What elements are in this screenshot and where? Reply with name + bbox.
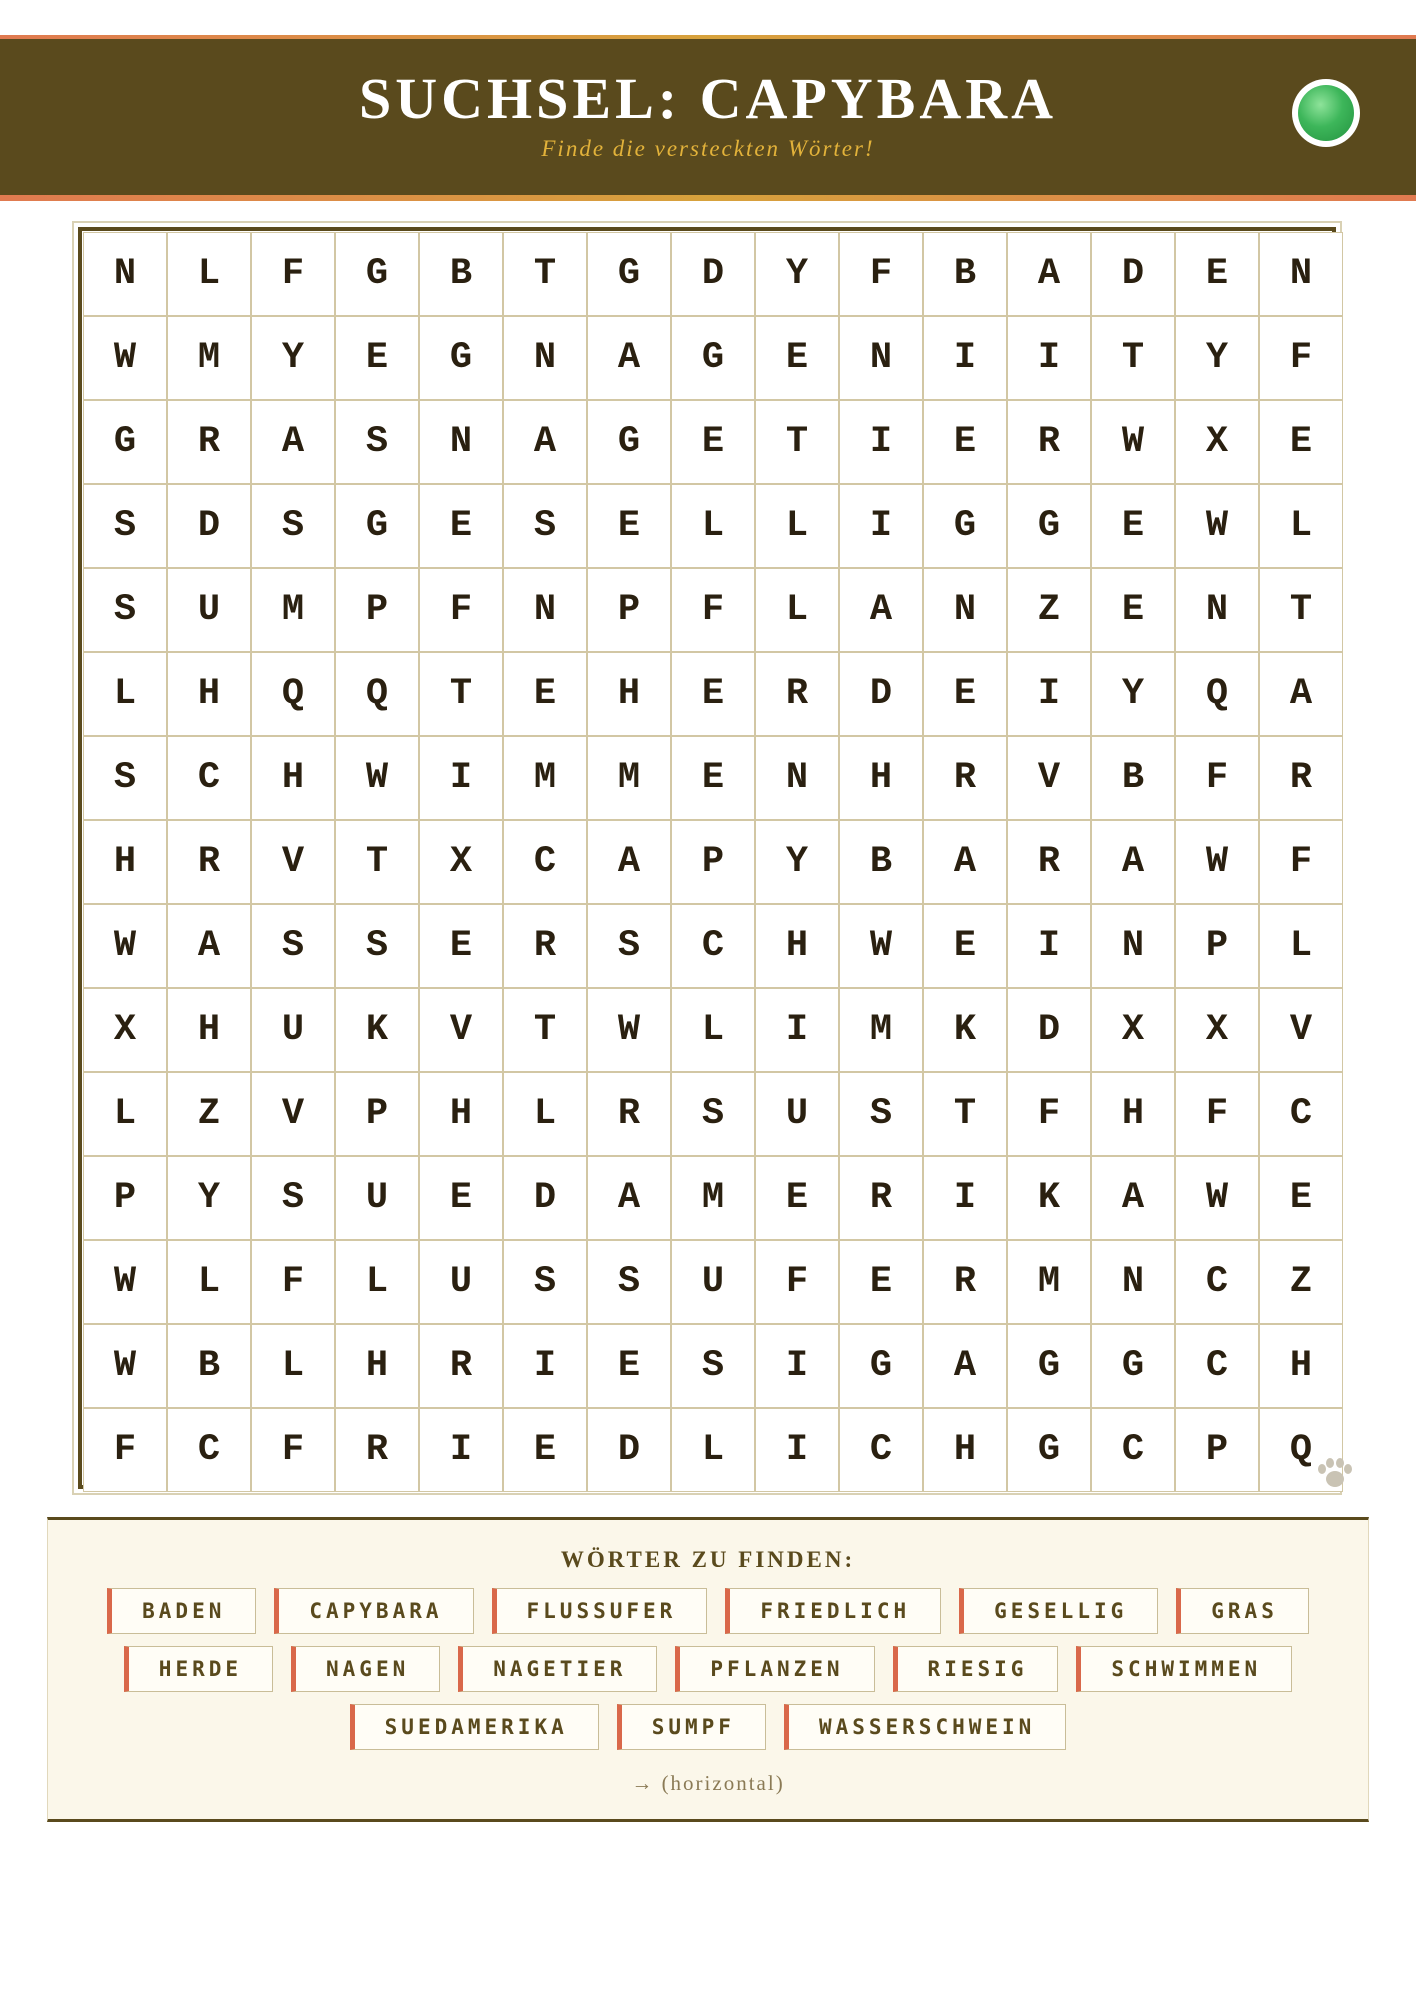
grid-cell[interactable]: N — [1091, 1240, 1175, 1324]
grid-cell[interactable]: P — [335, 568, 419, 652]
grid-cell[interactable]: R — [839, 1156, 923, 1240]
grid-cell[interactable]: E — [587, 1324, 671, 1408]
grid-cell[interactable]: U — [419, 1240, 503, 1324]
grid-cell[interactable]: M — [587, 736, 671, 820]
grid-cell[interactable]: I — [419, 1408, 503, 1492]
word-tag[interactable]: CAPYBARA — [274, 1588, 473, 1634]
grid-cell[interactable]: X — [419, 820, 503, 904]
grid-cell[interactable]: F — [1259, 820, 1343, 904]
grid-cell[interactable]: V — [1259, 988, 1343, 1072]
grid-cell[interactable]: P — [1175, 904, 1259, 988]
grid-cell[interactable]: I — [1007, 316, 1091, 400]
grid-cell[interactable]: H — [335, 1324, 419, 1408]
grid-cell[interactable]: P — [83, 1156, 167, 1240]
grid-cell[interactable]: E — [419, 1156, 503, 1240]
paw-print-icon — [1313, 1455, 1353, 1491]
grid-cell[interactable]: G — [1007, 484, 1091, 568]
grid-cell[interactable]: I — [1007, 652, 1091, 736]
grid-cell[interactable]: N — [503, 316, 587, 400]
word-tag[interactable]: PFLANZEN — [675, 1646, 874, 1692]
grid-cell[interactable]: E — [839, 1240, 923, 1324]
grid-cell[interactable]: R — [923, 1240, 1007, 1324]
grid-cell[interactable]: L — [503, 1072, 587, 1156]
grid-cell[interactable]: R — [335, 1408, 419, 1492]
grid-cell[interactable]: N — [923, 568, 1007, 652]
grid-cell[interactable]: S — [335, 904, 419, 988]
grid-cell[interactable]: H — [587, 652, 671, 736]
grid-cell[interactable]: W — [587, 988, 671, 1072]
grid-cell[interactable]: D — [839, 652, 923, 736]
grid-cell[interactable]: Y — [1175, 316, 1259, 400]
grid-cell[interactable]: A — [1091, 1156, 1175, 1240]
grid-cell[interactable]: S — [671, 1072, 755, 1156]
grid-cell[interactable]: L — [83, 1072, 167, 1156]
grid-cell[interactable]: Z — [1259, 1240, 1343, 1324]
grid-cell[interactable]: D — [1007, 988, 1091, 1072]
grid-cell[interactable]: D — [1091, 232, 1175, 316]
grid-cell[interactable]: F — [755, 1240, 839, 1324]
grid-cell[interactable]: C — [1175, 1324, 1259, 1408]
grid-cell[interactable]: T — [755, 400, 839, 484]
grid-cell[interactable]: R — [923, 736, 1007, 820]
grid-cell[interactable]: H — [1259, 1324, 1343, 1408]
grid-cell[interactable]: B — [1091, 736, 1175, 820]
grid-cell[interactable]: E — [923, 652, 1007, 736]
grid-cell[interactable]: A — [839, 568, 923, 652]
grid-cell[interactable]: L — [167, 1240, 251, 1324]
grid-cell[interactable]: F — [251, 1408, 335, 1492]
grid-cell[interactable]: Y — [755, 820, 839, 904]
grid-cell[interactable]: K — [335, 988, 419, 1072]
grid-cell[interactable]: R — [1259, 736, 1343, 820]
grid-cell[interactable]: N — [1175, 568, 1259, 652]
grid-cell[interactable]: S — [587, 904, 671, 988]
grid-cell[interactable]: T — [1091, 316, 1175, 400]
grid-cell[interactable]: I — [755, 1324, 839, 1408]
grid-cell[interactable]: R — [587, 1072, 671, 1156]
grid-cell[interactable]: R — [755, 652, 839, 736]
grid-cell[interactable]: A — [923, 820, 1007, 904]
header-stripe-bottom — [0, 195, 1416, 201]
grid-cell[interactable]: I — [755, 1408, 839, 1492]
grid-cell[interactable]: Q — [335, 652, 419, 736]
grid-cell[interactable]: A — [587, 1156, 671, 1240]
grid-cell[interactable]: L — [167, 232, 251, 316]
grid-cell[interactable]: H — [923, 1408, 1007, 1492]
grid-cell[interactable]: W — [335, 736, 419, 820]
grid-cell[interactable]: V — [1007, 736, 1091, 820]
grid-cell[interactable]: T — [419, 652, 503, 736]
grid-cell[interactable]: P — [587, 568, 671, 652]
grid-cell[interactable]: W — [1175, 1156, 1259, 1240]
grid-cell[interactable]: H — [1091, 1072, 1175, 1156]
grid-cell[interactable]: V — [251, 820, 335, 904]
grid-cell[interactable]: I — [839, 484, 923, 568]
grid-cell[interactable]: F — [1259, 316, 1343, 400]
grid-cell[interactable]: N — [755, 736, 839, 820]
grid-cell[interactable]: G — [1007, 1324, 1091, 1408]
grid-cell[interactable]: I — [755, 988, 839, 1072]
grid-cell[interactable]: A — [587, 820, 671, 904]
grid-cell[interactable]: L — [1259, 904, 1343, 988]
grid-cell[interactable]: W — [1175, 484, 1259, 568]
grid-cell[interactable]: S — [335, 400, 419, 484]
grid-cell[interactable]: A — [1007, 232, 1091, 316]
grid-cell[interactable]: I — [419, 736, 503, 820]
grid-cell[interactable]: M — [503, 736, 587, 820]
grid-cell[interactable]: G — [335, 232, 419, 316]
grid-cell[interactable]: W — [83, 316, 167, 400]
grid-cell[interactable]: D — [587, 1408, 671, 1492]
word-tag[interactable]: HERDE — [124, 1646, 273, 1692]
grid-cell[interactable]: E — [671, 736, 755, 820]
grid-cell[interactable]: W — [1091, 400, 1175, 484]
grid-cell[interactable]: H — [167, 988, 251, 1072]
page-title: SUCHSEL: CAPYBARA — [358, 66, 1057, 131]
grid-cell[interactable]: E — [1259, 400, 1343, 484]
grid-cell[interactable]: S — [83, 736, 167, 820]
grid-cell[interactable]: M — [1007, 1240, 1091, 1324]
grid-cell[interactable]: Y — [755, 232, 839, 316]
green-dot-icon — [1298, 85, 1354, 141]
grid-cell[interactable]: F — [1007, 1072, 1091, 1156]
grid-cell[interactable]: T — [1259, 568, 1343, 652]
grid-cell[interactable]: N — [839, 316, 923, 400]
grid-cell[interactable]: S — [839, 1072, 923, 1156]
grid-cell[interactable]: U — [167, 568, 251, 652]
grid-cell[interactable]: W — [1175, 820, 1259, 904]
grid-cell[interactable]: I — [503, 1324, 587, 1408]
grid-cell[interactable]: D — [671, 232, 755, 316]
grid-cell[interactable]: H — [251, 736, 335, 820]
grid-cell[interactable]: E — [755, 316, 839, 400]
grid-cell[interactable]: E — [1175, 232, 1259, 316]
grid-cell[interactable]: A — [923, 1324, 1007, 1408]
word-tag[interactable]: SUMPF — [617, 1704, 766, 1750]
grid-cell[interactable]: G — [587, 232, 671, 316]
grid-cell[interactable]: U — [251, 988, 335, 1072]
word-tag[interactable]: FLUSSUFER — [492, 1588, 708, 1634]
word-tag[interactable]: RIESIG — [893, 1646, 1059, 1692]
grid-cell[interactable]: M — [167, 316, 251, 400]
grid-cell[interactable]: N — [419, 400, 503, 484]
grid-cell[interactable]: A — [1259, 652, 1343, 736]
grid-cell[interactable]: S — [251, 1156, 335, 1240]
grid-cell[interactable]: Z — [1007, 568, 1091, 652]
grid-cell[interactable]: H — [755, 904, 839, 988]
grid-cell[interactable]: B — [167, 1324, 251, 1408]
grid-cell[interactable]: L — [671, 988, 755, 1072]
word-tag[interactable]: GRAS — [1176, 1588, 1309, 1634]
grid-cell[interactable]: M — [839, 988, 923, 1072]
grid-cell[interactable]: G — [1091, 1324, 1175, 1408]
page-header — [0, 35, 1416, 201]
grid-cell[interactable]: C — [1259, 1072, 1343, 1156]
grid-cell[interactable]: C — [1091, 1408, 1175, 1492]
grid-cell[interactable]: N — [1259, 232, 1343, 316]
grid-cell[interactable]: A — [587, 316, 671, 400]
grid-cell[interactable]: E — [1091, 568, 1175, 652]
grid-cell[interactable]: C — [839, 1408, 923, 1492]
grid-cell[interactable]: E — [923, 400, 1007, 484]
grid-cell[interactable]: Y — [1091, 652, 1175, 736]
grid-cell[interactable]: G — [671, 316, 755, 400]
word-tag[interactable]: GESELLIG — [959, 1588, 1158, 1634]
word-tag[interactable]: WASSERSCHWEIN — [784, 1704, 1066, 1750]
grid-cell[interactable]: L — [755, 568, 839, 652]
grid-cell[interactable]: E — [671, 400, 755, 484]
grid-cell[interactable]: X — [1175, 400, 1259, 484]
word-list-heading: WÖRTER ZU FINDEN: — [560, 1547, 856, 1572]
grid-cell[interactable]: F — [839, 232, 923, 316]
grid-cell[interactable]: X — [1175, 988, 1259, 1072]
grid-cell[interactable]: G — [923, 484, 1007, 568]
direction-hint: → (horizontal) — [631, 1771, 785, 1795]
grid-cell[interactable]: C — [671, 904, 755, 988]
grid-cell[interactable]: P — [671, 820, 755, 904]
grid-cell[interactable]: T — [335, 820, 419, 904]
letter-grid — [83, 232, 1343, 1492]
grid-cell[interactable]: A — [251, 400, 335, 484]
grid-cell[interactable]: I — [1007, 904, 1091, 988]
grid-cell[interactable]: X — [83, 988, 167, 1072]
grid-cell[interactable]: E — [503, 1408, 587, 1492]
grid-cell[interactable]: I — [839, 400, 923, 484]
grid-cell[interactable]: N — [83, 232, 167, 316]
grid-cell[interactable]: G — [587, 400, 671, 484]
grid-cell[interactable]: U — [671, 1240, 755, 1324]
grid-cell[interactable]: E — [419, 484, 503, 568]
word-list-panel — [47, 1517, 1369, 1822]
grid-cell[interactable]: Z — [167, 1072, 251, 1156]
grid-cell[interactable]: W — [83, 904, 167, 988]
grid-cell[interactable]: F — [83, 1408, 167, 1492]
grid-cell[interactable]: S — [587, 1240, 671, 1324]
grid-cell[interactable]: R — [167, 400, 251, 484]
grid-cell[interactable]: L — [1259, 484, 1343, 568]
word-tag[interactable]: FRIEDLICH — [725, 1588, 941, 1634]
grid-cell[interactable]: H — [83, 820, 167, 904]
grid-cell[interactable]: S — [671, 1324, 755, 1408]
grid-cell[interactable]: W — [839, 904, 923, 988]
grid-cell[interactable]: H — [839, 736, 923, 820]
grid-cell[interactable]: Q — [1259, 1408, 1343, 1492]
grid-cell[interactable]: E — [755, 1156, 839, 1240]
grid-cell[interactable]: S — [503, 484, 587, 568]
word-tag[interactable]: NAGETIER — [458, 1646, 657, 1692]
grid-cell[interactable]: P — [335, 1072, 419, 1156]
grid-cell[interactable]: E — [419, 904, 503, 988]
grid-cell[interactable]: I — [923, 1156, 1007, 1240]
word-tag[interactable]: BADEN — [107, 1588, 256, 1634]
grid-cell[interactable]: B — [923, 232, 1007, 316]
grid-cell[interactable]: A — [1091, 820, 1175, 904]
grid-cell[interactable]: A — [503, 400, 587, 484]
grid-cell[interactable]: T — [503, 232, 587, 316]
grid-cell[interactable]: F — [671, 568, 755, 652]
grid-cell[interactable]: E — [1091, 484, 1175, 568]
grid-cell[interactable]: E — [335, 316, 419, 400]
grid-cell[interactable]: G — [83, 400, 167, 484]
grid-cell[interactable]: W — [83, 1240, 167, 1324]
grid-cell[interactable]: T — [503, 988, 587, 1072]
grid-cell[interactable]: I — [923, 316, 1007, 400]
grid-cell[interactable]: G — [335, 484, 419, 568]
grid-cell[interactable]: B — [839, 820, 923, 904]
grid-cell[interactable]: Q — [1175, 652, 1259, 736]
grid-cell[interactable]: T — [923, 1072, 1007, 1156]
grid-cell[interactable]: B — [419, 232, 503, 316]
header-stripe-top — [0, 35, 1416, 39]
grid-cell[interactable]: R — [419, 1324, 503, 1408]
grid-cell[interactable]: N — [503, 568, 587, 652]
grid-cell[interactable]: S — [83, 568, 167, 652]
grid-cell[interactable]: E — [1259, 1156, 1343, 1240]
grid-cell[interactable]: G — [1007, 1408, 1091, 1492]
grid-cell[interactable]: D — [503, 1156, 587, 1240]
word-tag[interactable]: SCHWIMMEN — [1076, 1646, 1292, 1692]
grid-cell[interactable]: E — [671, 652, 755, 736]
grid-cell[interactable]: W — [83, 1324, 167, 1408]
grid-cell[interactable]: F — [1175, 736, 1259, 820]
grid-cell[interactable]: C — [1175, 1240, 1259, 1324]
grid-cell[interactable]: L — [335, 1240, 419, 1324]
grid-cell[interactable]: K — [1007, 1156, 1091, 1240]
grid-cell[interactable]: E — [923, 904, 1007, 988]
grid-cell[interactable]: P — [1175, 1408, 1259, 1492]
grid-cell[interactable]: F — [251, 1240, 335, 1324]
grid-cell[interactable]: F — [419, 568, 503, 652]
grid-cell[interactable]: U — [755, 1072, 839, 1156]
grid-cell[interactable]: C — [167, 736, 251, 820]
word-tag[interactable]: NAGEN — [291, 1646, 440, 1692]
word-list-row — [48, 1704, 1368, 1750]
grid-cell[interactable]: Y — [167, 1156, 251, 1240]
grid-cell[interactable]: L — [83, 652, 167, 736]
grid-cell[interactable]: G — [419, 316, 503, 400]
grid-cell[interactable]: L — [755, 484, 839, 568]
grid-cell[interactable]: C — [503, 820, 587, 904]
grid-cell[interactable]: C — [167, 1408, 251, 1492]
word-tag[interactable]: SUEDAMERIKA — [350, 1704, 599, 1750]
grid-cell[interactable]: M — [671, 1156, 755, 1240]
grid-cell[interactable]: Q — [251, 652, 335, 736]
grid-cell[interactable]: S — [503, 1240, 587, 1324]
grid-cell[interactable]: S — [251, 484, 335, 568]
grid-cell[interactable]: F — [1175, 1072, 1259, 1156]
word-list — [48, 1588, 1368, 1762]
grid-cell[interactable]: H — [419, 1072, 503, 1156]
grid-cell[interactable]: E — [503, 652, 587, 736]
grid-cell[interactable]: U — [335, 1156, 419, 1240]
grid-cell[interactable]: A — [167, 904, 251, 988]
grid-cell[interactable]: L — [671, 1408, 755, 1492]
grid-cell[interactable]: S — [251, 904, 335, 988]
grid-cell[interactable]: N — [1091, 904, 1175, 988]
page-subtitle: Finde die versteckten Wörter! — [541, 136, 875, 161]
grid-cell[interactable]: X — [1091, 988, 1175, 1072]
grid-cell[interactable]: R — [1007, 400, 1091, 484]
grid-cell[interactable]: L — [671, 484, 755, 568]
grid-cell[interactable]: E — [587, 484, 671, 568]
grid-cell[interactable]: G — [839, 1324, 923, 1408]
grid-cell[interactable]: R — [1007, 820, 1091, 904]
grid-cell[interactable]: L — [251, 1324, 335, 1408]
grid-cell[interactable]: Y — [251, 316, 335, 400]
word-list-row — [48, 1588, 1368, 1634]
grid-cell[interactable]: R — [167, 820, 251, 904]
grid-cell[interactable]: V — [419, 988, 503, 1072]
grid-cell[interactable]: H — [167, 652, 251, 736]
grid-cell[interactable]: S — [83, 484, 167, 568]
status-indicator-icon — [1292, 79, 1360, 147]
grid-cell[interactable]: M — [251, 568, 335, 652]
grid-cell[interactable]: V — [251, 1072, 335, 1156]
word-list-row — [48, 1646, 1368, 1692]
grid-cell[interactable]: D — [167, 484, 251, 568]
grid-cell[interactable]: K — [923, 988, 1007, 1072]
grid-cell[interactable]: F — [251, 232, 335, 316]
grid-cell[interactable]: R — [503, 904, 587, 988]
